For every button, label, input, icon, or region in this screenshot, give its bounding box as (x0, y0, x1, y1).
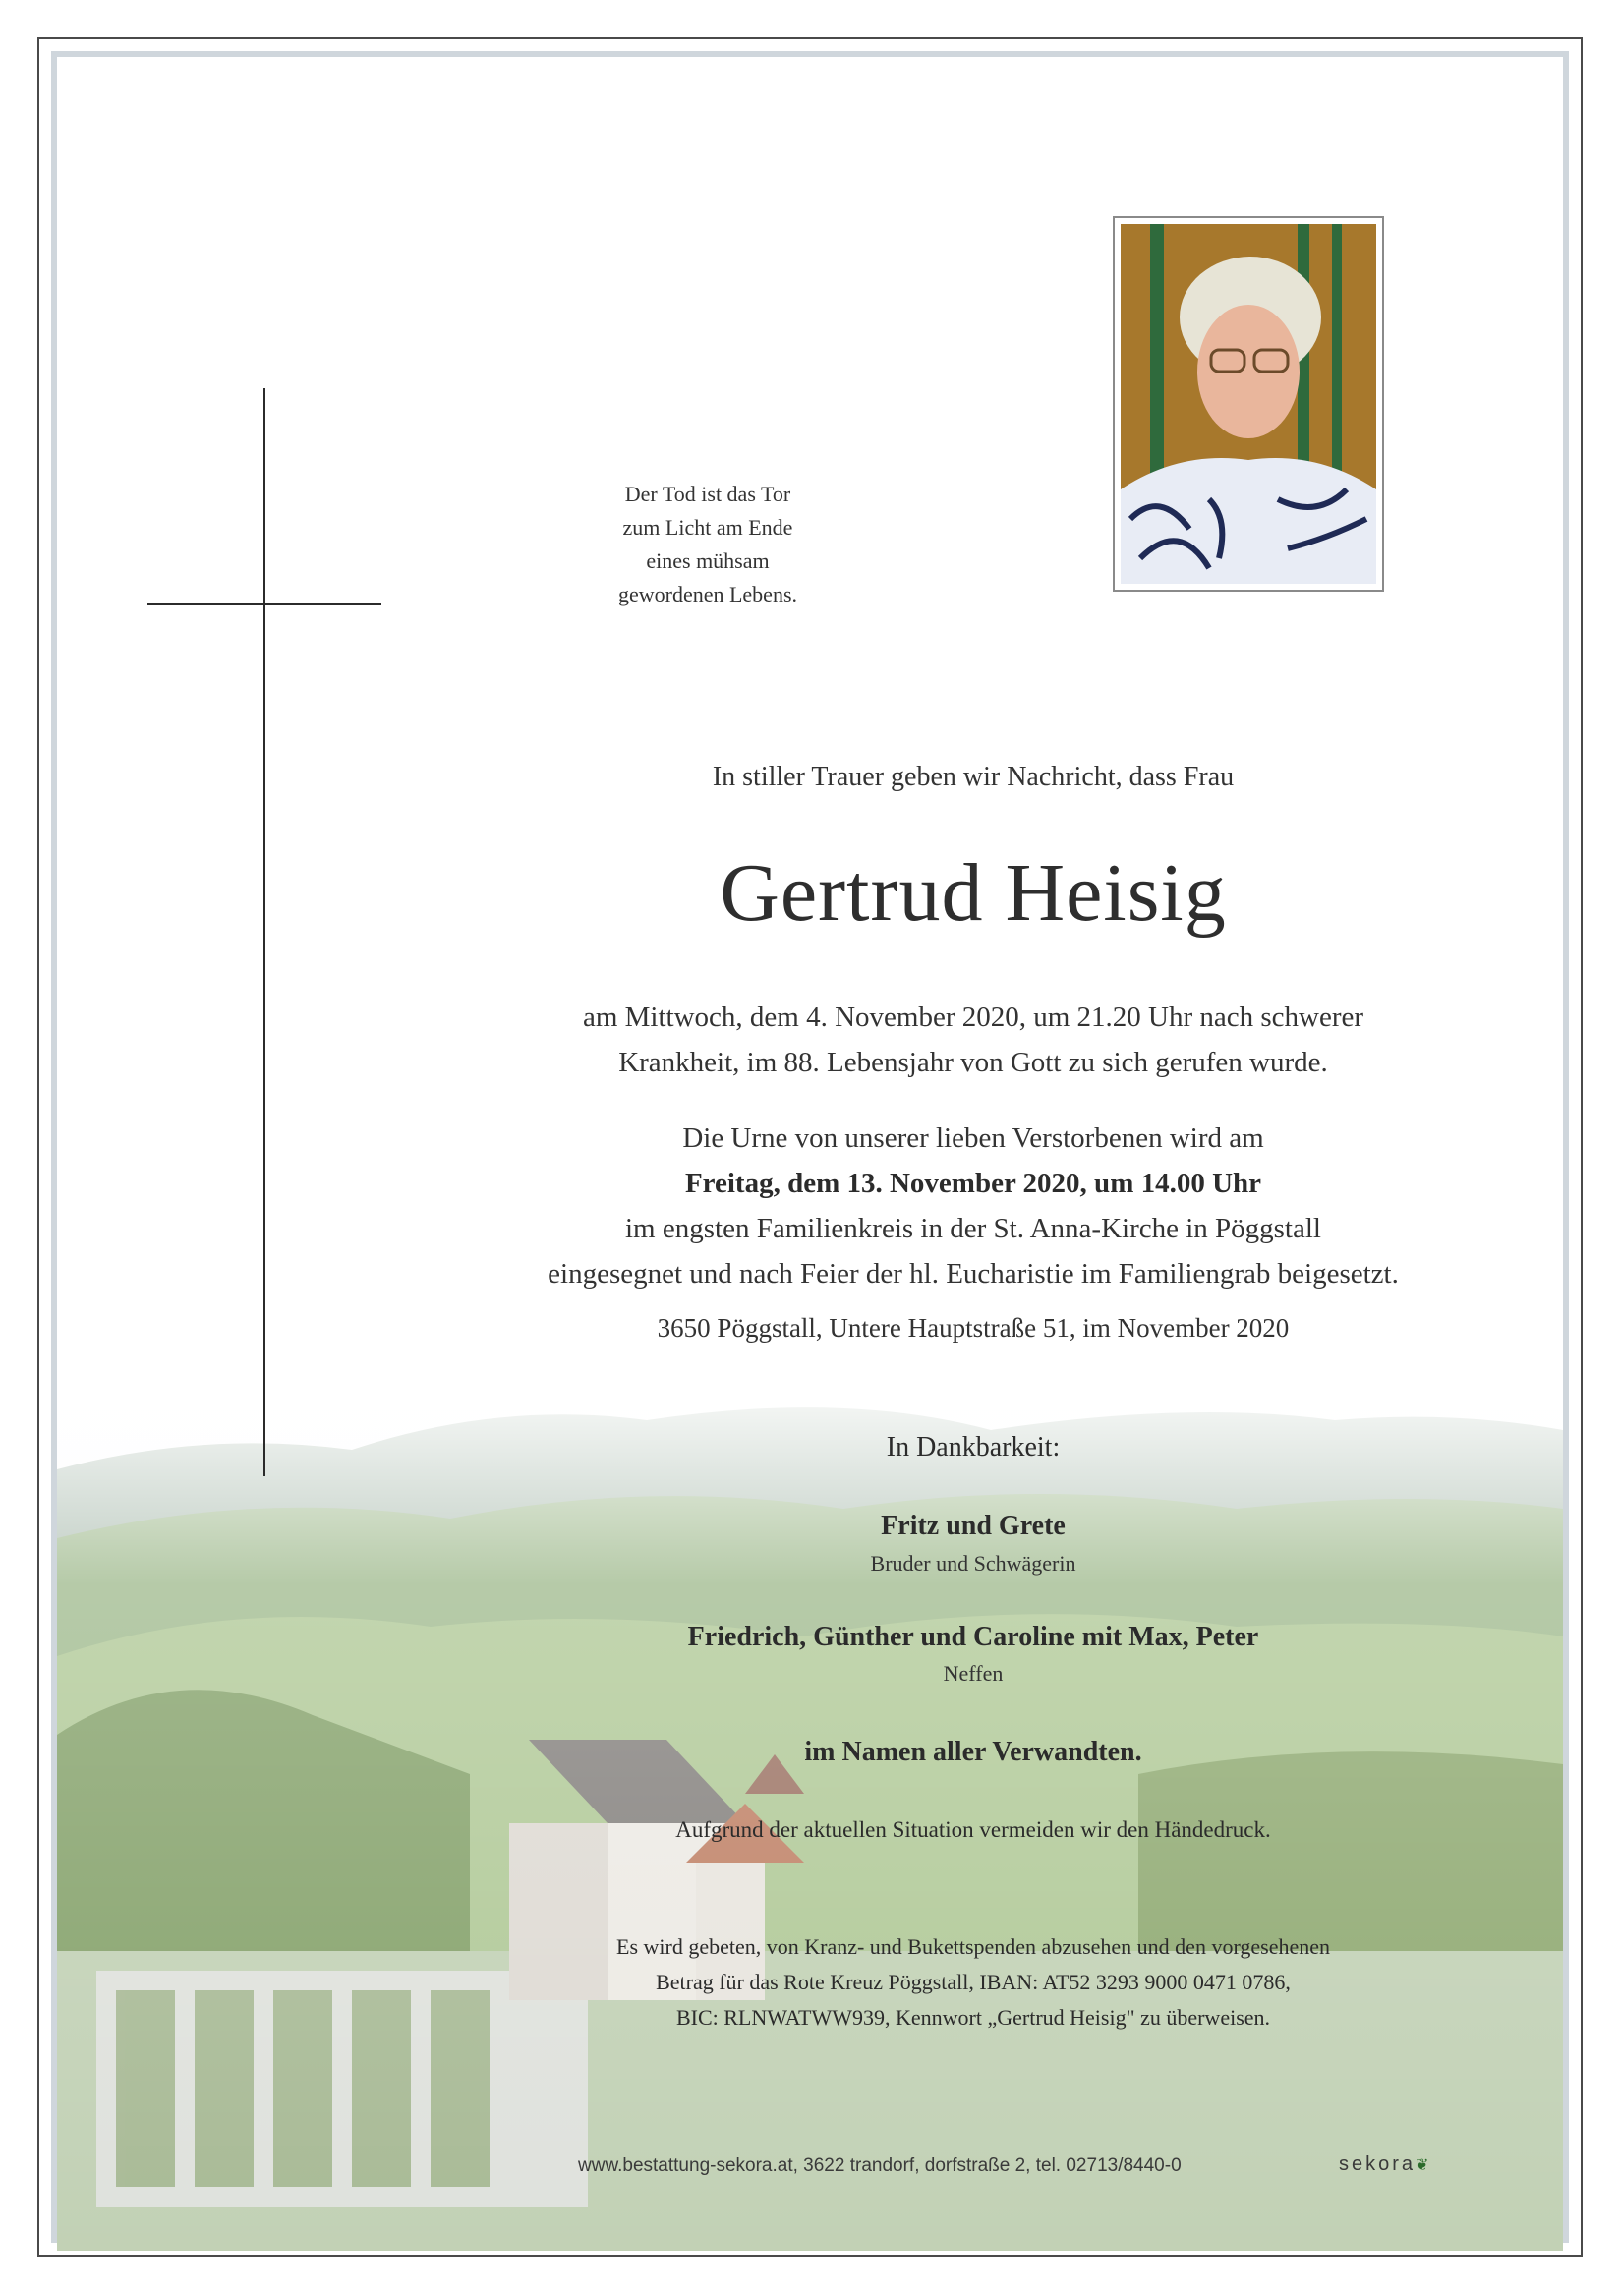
mourner-name: Fritz und Grete (881, 1511, 1066, 1541)
donation-line: Betrag für das Rote Kreuz Pöggstall, IBAN: AT52 3293 9000 0471 0786, (656, 1970, 1291, 1994)
mourner-relation: Bruder und Schwägerin (870, 1551, 1076, 1576)
quote-line: Der Tod ist das Tor (624, 482, 791, 506)
mourner-name: Friedrich, Günther und Caroline mit Max, Peter (687, 1622, 1259, 1652)
place-and-date: 3650 Pöggstall, Untere Hauptstraße 51, im November 2020 (657, 1313, 1290, 1343)
quote-line: zum Licht am Ende (622, 515, 793, 540)
donation-line: BIC: RLNWATWW939, Kennwort „Gertrud Heisig" zu überweisen. (675, 2005, 1271, 2030)
relatives-closing: im Namen aller Verwandten. (804, 1737, 1142, 1767)
mourner-relation: Neffen (943, 1661, 1004, 1686)
portrait-photo (1113, 216, 1384, 592)
announcement-intro: In stiller Trauer geben wir Nachricht, dass Frau (712, 762, 1235, 792)
cross-vertical-bar (263, 388, 265, 1476)
mourners-heading: In Dankbarkeit: (886, 1432, 1061, 1463)
quote-line: eines mühsam (646, 548, 770, 573)
funeral-home-contact: www.bestattung-sekora.at, 3622 trandorf, dorfstraße 2, tel. 02713/8440-0 (578, 2155, 1182, 2176)
donation-note (334, 1929, 1612, 2036)
death-details (334, 995, 1612, 1085)
funeral-date: Freitag, dem 13. November 2020, um 14.00 Uhr (684, 1168, 1262, 1199)
cross-horizontal-bar (147, 603, 381, 605)
deceased-name: Gertrud Heisig (720, 847, 1227, 939)
donation-line: Es wird gebeten, von Kranz- und Bukettspenden abzusehen und den vorgesehenen (616, 1934, 1330, 1959)
leaf-icon: ❦ (1416, 2157, 1432, 2174)
death-line: am Mittwoch, dem 4. November 2020, um 21.20 Uhr nach schwerer (582, 1002, 1364, 1033)
logo-text: sekora (1339, 2153, 1417, 2175)
funeral-line: im engsten Familienkreis in der St. Anna-Kirche in Pöggstall (625, 1213, 1321, 1244)
death-line: Krankheit, im 88. Lebensjahr von Gott zu sich gerufen wurde. (618, 1047, 1328, 1078)
quote-line: gewordenen Lebens. (617, 582, 798, 606)
funeral-line: eingesegnet und nach Feier der hl. Eucharistie im Familiengrab beigesetzt. (548, 1258, 1399, 1290)
memorial-quote (550, 478, 865, 611)
landscape-background-image (57, 1361, 1563, 2251)
funeral-line: Die Urne von unserer lieben Verstorbenen wird am (682, 1122, 1264, 1154)
handshake-note: Aufgrund der aktuellen Situation vermeiden wir den Händedruck. (675, 1817, 1271, 1842)
funeral-details (334, 1116, 1612, 1296)
funeral-home-logo (1339, 2153, 1431, 2176)
